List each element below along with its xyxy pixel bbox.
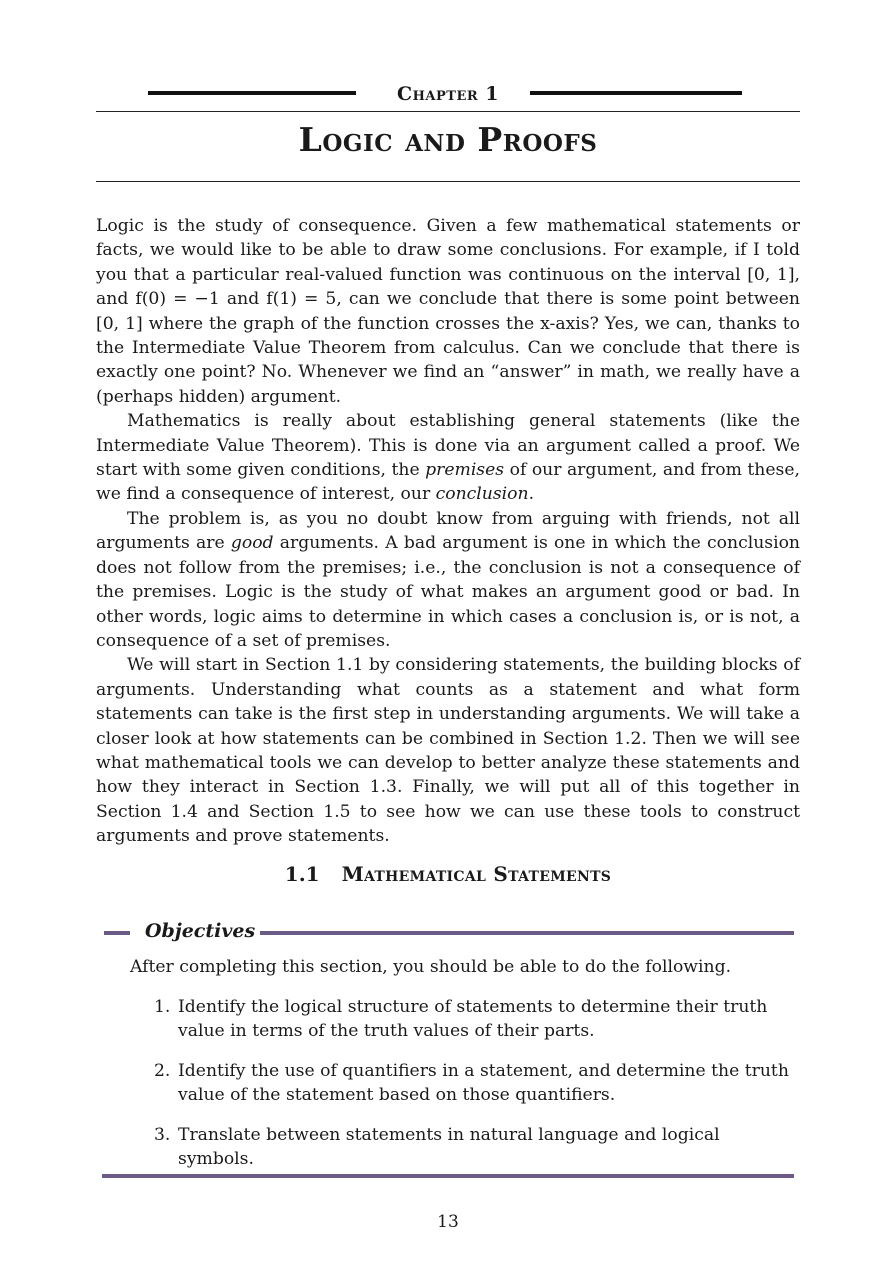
chapter-label: Chapter 1 xyxy=(397,83,499,105)
paragraph-3 xyxy=(96,507,800,653)
objective-number: 3. xyxy=(154,1124,171,1145)
paragraph-4: We will start in Section 1.1 by considering statements, the building blocks of arguments. Understanding what counts as a statement and what form statements can take is the first step in understanding arguments. We will take a closer look at how statements can be combined in Section 1.2. Then we will see what mathematical tools we can develop to better analyze these statements and how they interact in Section 1.3. Finally, we will put all of this together in Section 1.4 and Section 1.5 to see how we can use these tools to construct arguments and prove statements. xyxy=(96,655,800,847)
paragraph-2-text-b: of our argument, and from these, we find a consequence of interest, our xyxy=(96,460,801,505)
objectives-left-bar xyxy=(104,931,130,935)
paragraph-2-text-c: . xyxy=(528,484,535,505)
objective-text: Identify the use of quantifiers in a statement, and determine the truth value of the statement based on those quantifiers. xyxy=(178,1060,789,1106)
section-title: Mathematical Statements xyxy=(341,862,612,886)
page-number: 13 xyxy=(437,1212,459,1232)
section-heading xyxy=(96,862,800,886)
objectives-header xyxy=(104,920,794,948)
chapter-right-bar xyxy=(530,91,742,95)
objective-item xyxy=(150,1123,790,1172)
objectives-bottom-bar xyxy=(102,1174,794,1178)
objective-number: 2. xyxy=(154,1060,171,1081)
section-number: 1.1 xyxy=(284,862,320,886)
objectives-title: Objectives xyxy=(145,920,256,942)
paragraph-3-text-a: The problem is, as you no doubt know from arguing with friends, not all arguments are xyxy=(96,508,800,554)
paragraph-3-text-b: arguments. A bad argument is one in which the conclusion does not follow from the premises; i.e., the conclusion is not a consequence of the premises. Logic is the study of what makes an argument good or bad. In other words, logic aims to determine in which cases a conclusion is, or is not, a consequence of a set of premises. xyxy=(96,533,800,651)
chapter-intro xyxy=(96,214,800,849)
chapter-top-rule xyxy=(96,111,800,112)
paragraph-2 xyxy=(96,409,800,507)
emphasis-good: good xyxy=(230,533,274,554)
objective-item xyxy=(150,1059,790,1108)
objectives-intro: After completing this section, you should be able to do the following. xyxy=(130,957,732,977)
objective-text: Identify the logical structure of statements to determine their truth value in terms of the truth values of their parts. xyxy=(178,997,768,1042)
chapter-header xyxy=(96,78,800,110)
objective-text: Translate between statements in natural language and logical symbols. xyxy=(178,1124,720,1170)
objective-number: 1. xyxy=(154,997,171,1017)
paragraph-2-text-a: Mathematics is really about establishing general statements (like the Intermediate Value Theorem). This is done via an argument called a proof. We start with some given conditions, the xyxy=(96,411,800,481)
paragraph-1: Logic is the study of consequence. Given a few mathematical statements or facts, we would like to be able to draw some conclusions. For example, if I told you that a particular real-valued function was continuous on the interval [0, 1], and f(0) = −1 and f(1) = 5, can we conclude that there is some point between [0, 1] where the graph of the function crosses the x-axis? Yes, we can, thanks to the Intermediate Value Theorem from calculus. Can we conclude that there is exactly one point? No. Whenever we find an “answer” in math, we really have a (perhaps hidden) argument. xyxy=(96,216,800,407)
chapter-title: Logic and Proofs xyxy=(298,120,598,159)
objective-item xyxy=(150,995,790,1044)
objectives-list xyxy=(150,995,790,1186)
emphasis-premises: premises xyxy=(425,460,505,481)
objectives-right-bar xyxy=(260,931,794,935)
emphasis-conclusion: conclusion xyxy=(435,484,529,505)
chapter-bottom-rule xyxy=(96,181,800,182)
